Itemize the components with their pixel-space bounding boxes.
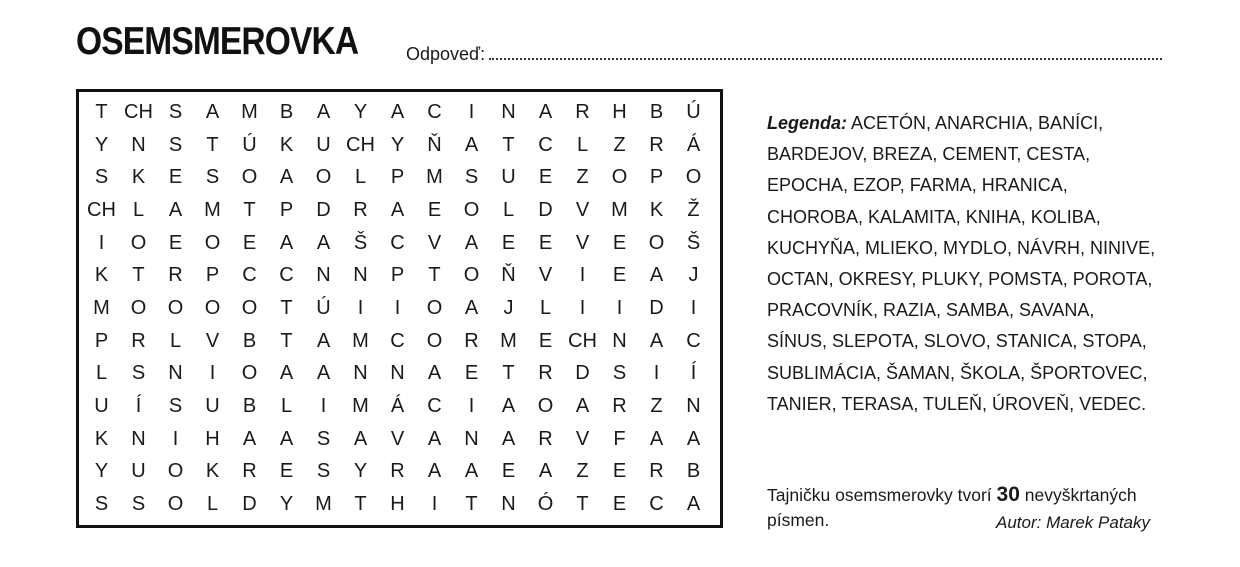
grid-cell[interactable]: Í [135, 395, 142, 418]
grid-cell[interactable]: O [167, 493, 184, 516]
grid-cell[interactable]: O [685, 166, 702, 189]
grid-cell[interactable]: Š [686, 231, 701, 254]
grid-cell[interactable]: M [352, 329, 369, 352]
grid-cell[interactable]: O [537, 395, 554, 418]
grid-cell[interactable]: T [280, 296, 293, 319]
grid-cell[interactable]: A [279, 427, 294, 450]
grid-cell[interactable]: F [613, 427, 626, 450]
legend-line: TANIER, TERASA, TULEŇ, ÚROVEŇ, VEDEC. [767, 393, 1147, 414]
grid-cell[interactable]: A [501, 395, 516, 418]
grid-cell[interactable]: O [167, 296, 184, 319]
grid-cell[interactable]: C [242, 264, 257, 287]
grid-cell[interactable]: L [539, 296, 552, 319]
grid-cell[interactable]: E [612, 231, 627, 254]
grid-cell[interactable]: O [463, 198, 480, 221]
grid-cell[interactable]: Á [390, 395, 405, 418]
secret-text: Tajničku osemsmerovky tvorí [767, 485, 997, 505]
grid-cell[interactable]: E [464, 362, 479, 385]
grid-cell[interactable]: T [243, 198, 256, 221]
grid-cell[interactable]: V [205, 329, 220, 352]
grid-cell[interactable]: M [500, 329, 517, 352]
grid-cell[interactable]: U [316, 133, 331, 156]
grid-cell[interactable]: R [538, 362, 553, 385]
answer-dotted-line [489, 42, 1162, 60]
author-credit: Autor: Marek Pataky [996, 513, 1151, 532]
grid-cell[interactable]: E [168, 231, 183, 254]
grid-cell[interactable]: Y [94, 460, 109, 483]
grid-cell[interactable]: U [205, 395, 220, 418]
grid-cell[interactable]: S [205, 166, 220, 189]
grid-cell[interactable]: Í [690, 362, 697, 385]
grid-cell[interactable]: V [575, 198, 590, 221]
grid-cell[interactable]: T [206, 133, 219, 156]
grid-cell[interactable]: V [538, 264, 553, 287]
grid-cell[interactable]: C [538, 133, 553, 156]
secret-text: nevyškrtaných [1019, 485, 1137, 505]
grid-cell[interactable]: Z [650, 395, 663, 418]
grid-cell[interactable]: O [167, 460, 184, 483]
grid-cell[interactable]: N [316, 264, 331, 287]
grid-cell[interactable]: T [354, 493, 367, 516]
grid-cell[interactable]: M [611, 198, 628, 221]
grid-cell[interactable]: P [390, 264, 405, 287]
grid-cell[interactable]: N [464, 427, 479, 450]
word-search-grid [76, 89, 723, 528]
grid-cell[interactable]: N [131, 133, 146, 156]
grid-cell[interactable]: E [538, 329, 553, 352]
legend-line: EPOCHA, EZOP, FARMA, HRANICA, [767, 175, 1068, 196]
grid-cell[interactable]: E [279, 460, 294, 483]
grid-cell[interactable]: R [575, 100, 590, 123]
grid-cell[interactable]: S [316, 460, 331, 483]
grid-cell[interactable]: S [94, 493, 109, 516]
grid-cell[interactable]: N [353, 362, 368, 385]
grid-cell[interactable]: A [279, 166, 294, 189]
grid-cell[interactable]: R [353, 198, 368, 221]
grid-cell[interactable]: C [390, 329, 405, 352]
grid-cell[interactable]: I [98, 231, 105, 254]
grid-cell[interactable]: CH [87, 198, 116, 221]
grid-cell[interactable]: O [426, 329, 443, 352]
grid-cell[interactable]: T [132, 264, 145, 287]
grid-cell[interactable]: A [168, 198, 183, 221]
grid-cell[interactable]: I [320, 395, 327, 418]
puzzle-title: OSEMSMEROVKA [76, 20, 359, 63]
grid-cell[interactable]: E [612, 264, 627, 287]
grid-cell[interactable]: M [315, 493, 332, 516]
grid-cell[interactable]: V [390, 427, 405, 450]
grid-cell[interactable]: A [649, 427, 664, 450]
grid-cell[interactable]: C [279, 264, 294, 287]
grid-cell[interactable]: N [501, 493, 516, 516]
grid-cell[interactable]: I [579, 296, 586, 319]
grid-cell[interactable]: Z [613, 133, 626, 156]
grid-cell[interactable]: R [168, 264, 183, 287]
grid-cell[interactable]: L [502, 198, 515, 221]
grid-cell[interactable]: I [357, 296, 364, 319]
grid-cell[interactable]: Z [576, 166, 589, 189]
grid-cell[interactable]: Ň [427, 133, 442, 156]
grid-cell[interactable]: N [131, 427, 146, 450]
grid-cell[interactable]: E [168, 166, 183, 189]
grid-cell[interactable]: S [612, 362, 627, 385]
grid-cell[interactable]: CH [568, 329, 597, 352]
grid-cell[interactable]: Ó [537, 493, 554, 516]
grid-cell[interactable]: U [94, 395, 109, 418]
grid-cell[interactable]: I [209, 362, 216, 385]
grid-cell[interactable]: R [131, 329, 146, 352]
grid-cell[interactable]: P [390, 166, 405, 189]
grid-cell[interactable]: S [168, 395, 183, 418]
grid-cell[interactable]: B [242, 329, 257, 352]
grid-cell[interactable]: T [95, 100, 108, 123]
grid-cell[interactable]: O [426, 296, 443, 319]
grid-cell[interactable]: D [575, 362, 590, 385]
grid-cell[interactable]: S [168, 133, 183, 156]
grid-cell[interactable]: A [390, 198, 405, 221]
grid-cell[interactable]: A [427, 460, 442, 483]
grid-cell[interactable]: A [686, 493, 701, 516]
legend-line: SÍNUS, SLEPOTA, SLOVO, STANICA, STOPA, [767, 331, 1147, 352]
grid-cell[interactable]: R [649, 460, 664, 483]
grid-cell[interactable]: O [241, 296, 258, 319]
grid-cell[interactable]: I [579, 264, 586, 287]
grid-cell[interactable]: V [575, 427, 590, 450]
grid-cell[interactable]: U [501, 166, 516, 189]
grid-cell[interactable]: Ú [686, 100, 701, 123]
grid-cell[interactable]: I [394, 296, 401, 319]
grid-cell[interactable]: S [168, 100, 183, 123]
grid-cell[interactable]: O [204, 231, 221, 254]
grid-cell[interactable]: A [390, 100, 405, 123]
grid-cell[interactable]: O [315, 166, 332, 189]
grid-cell[interactable]: N [612, 329, 627, 352]
grid-cell[interactable]: A [316, 231, 331, 254]
grid-cell[interactable]: A [464, 460, 479, 483]
grid-cell[interactable]: A [464, 231, 479, 254]
grid-cell[interactable]: A [427, 362, 442, 385]
grid-cell[interactable]: Ž [687, 198, 700, 221]
grid-cell[interactable]: Š [353, 231, 368, 254]
grid-cell[interactable]: Á [686, 133, 701, 156]
grid-cell[interactable]: A [686, 427, 701, 450]
grid-cell[interactable]: P [94, 329, 109, 352]
grid-cell[interactable]: R [538, 427, 553, 450]
grid-cell[interactable]: C [390, 231, 405, 254]
grid-cell[interactable]: D [649, 296, 664, 319]
grid-cell[interactable]: O [648, 231, 665, 254]
grid-cell[interactable]: L [95, 362, 108, 385]
grid-cell[interactable]: Y [279, 493, 294, 516]
legend-line: CHOROBA, KALAMITA, KNIHA, KOLIBA, [767, 206, 1101, 227]
legend-line: PRACOVNÍK, RAZIA, SAMBA, SAVANA, [767, 300, 1095, 321]
grid-cell[interactable]: T [280, 329, 293, 352]
grid-cell[interactable]: A [501, 427, 516, 450]
grid-cell[interactable]: H [612, 100, 627, 123]
grid-cell[interactable]: E [538, 166, 553, 189]
grid-cell[interactable]: L [206, 493, 219, 516]
grid-cell[interactable]: K [205, 460, 220, 483]
grid-cell[interactable]: D [242, 493, 257, 516]
grid-cell[interactable]: A [316, 362, 331, 385]
grid-cell[interactable]: N [168, 362, 183, 385]
grid-cell[interactable]: N [686, 395, 701, 418]
grid-cell[interactable]: Y [353, 460, 368, 483]
grid-cell[interactable]: E [501, 231, 516, 254]
grid-cell[interactable]: M [352, 395, 369, 418]
grid-cell[interactable]: A [575, 395, 590, 418]
grid-cell[interactable]: D [538, 198, 553, 221]
grid-cell[interactable]: K [279, 133, 294, 156]
grid-cell[interactable]: T [465, 493, 478, 516]
grid-cell[interactable]: M [241, 100, 258, 123]
grid-cell[interactable]: A [279, 362, 294, 385]
grid-cell[interactable]: I [690, 296, 697, 319]
legend-label: Legenda: [767, 113, 848, 133]
grid-cell[interactable]: N [390, 362, 405, 385]
answer-label: Odpoveď: [406, 44, 486, 64]
answer-field [406, 42, 1162, 65]
grid-cell[interactable]: B [686, 460, 701, 483]
grid-cell[interactable]: I [468, 395, 475, 418]
grid-cell[interactable]: O [611, 166, 628, 189]
grid-cell[interactable]: L [576, 133, 589, 156]
grid-cell[interactable]: L [169, 329, 182, 352]
grid-cell[interactable]: Y [390, 133, 405, 156]
grid-cell[interactable]: Z [576, 460, 589, 483]
grid-cell[interactable]: A [538, 460, 553, 483]
grid-cell[interactable]: S [131, 493, 146, 516]
grid-cell[interactable]: A [464, 296, 479, 319]
grid-cell[interactable]: N [501, 100, 516, 123]
grid-cell[interactable]: B [649, 100, 664, 123]
grid-cell[interactable]: K [94, 264, 109, 287]
grid-cell[interactable]: P [279, 198, 294, 221]
secret-text: písmen. [767, 510, 830, 530]
grid-cell[interactable]: C [427, 100, 442, 123]
grid-cell[interactable]: L [280, 395, 293, 418]
grid-cell[interactable]: K [649, 198, 664, 221]
grid-cell[interactable]: A [316, 100, 331, 123]
legend-line: BARDEJOV, BREZA, CEMENT, CESTA, [767, 144, 1091, 165]
grid-cell[interactable]: E [612, 460, 627, 483]
grid-cell[interactable]: T [502, 362, 515, 385]
grid-cell[interactable]: E [501, 460, 516, 483]
grid-cell[interactable]: CH [346, 133, 375, 156]
grid-cell[interactable]: I [172, 427, 179, 450]
grid-cell[interactable]: R [612, 395, 627, 418]
legend-line: SUBLIMÁCIA, ŠAMAN, ŠKOLA, ŠPORTOVEC, [767, 362, 1148, 383]
grid-cell[interactable]: L [132, 198, 145, 221]
grid-cell[interactable]: B [242, 395, 257, 418]
grid-cell[interactable]: S [464, 166, 479, 189]
grid-cell[interactable]: C [649, 493, 664, 516]
grid-cell[interactable]: P [649, 166, 664, 189]
grid-cell[interactable]: O [204, 296, 221, 319]
grid-cell[interactable]: O [130, 296, 147, 319]
grid-cell[interactable]: L [354, 166, 367, 189]
grid-cell[interactable]: T [576, 493, 589, 516]
grid-cell[interactable]: R [242, 460, 257, 483]
grid-cell[interactable]: C [686, 329, 701, 352]
legend [767, 108, 1172, 420]
grid-cell[interactable]: S [131, 362, 146, 385]
grid-cell[interactable]: O [130, 231, 147, 254]
grid-cell[interactable]: O [241, 362, 258, 385]
grid-cell[interactable]: O [241, 166, 258, 189]
grid-cell[interactable]: P [205, 264, 220, 287]
grid-cell[interactable]: B [279, 100, 294, 123]
legend-line: OCTAN, OKRESY, PLUKY, POMSTA, POROTA, [767, 269, 1153, 290]
grid-cell[interactable]: A [316, 329, 331, 352]
secret-count: 30 [996, 483, 1020, 506]
grid-cell[interactable]: E [538, 231, 553, 254]
grid-cell[interactable]: CH [124, 100, 153, 123]
grid-cell[interactable]: S [316, 427, 331, 450]
grid-cell[interactable]: E [242, 231, 257, 254]
grid-cell[interactable]: J [688, 264, 699, 287]
grid-cell[interactable]: I [653, 362, 660, 385]
grid-cell[interactable]: J [503, 296, 514, 319]
grid-cell[interactable]: M [426, 166, 443, 189]
grid-cell[interactable]: A [538, 100, 553, 123]
grid-cell[interactable]: Ú [242, 133, 257, 156]
grid-cell[interactable]: R [464, 329, 479, 352]
grid-cell[interactable]: T [502, 133, 515, 156]
grid-cell[interactable]: O [463, 264, 480, 287]
grid-cell[interactable]: C [427, 395, 442, 418]
grid-cell[interactable]: A [464, 133, 479, 156]
grid-cell[interactable]: H [390, 493, 405, 516]
grid-cell[interactable]: A [242, 427, 257, 450]
grid-cell[interactable]: M [204, 198, 221, 221]
grid-cell[interactable]: Ú [316, 296, 331, 319]
grid-cell[interactable]: Y [94, 133, 109, 156]
legend-line: KUCHYŇA, MLIEKO, MYDLO, NÁVRH, NINIVE, [767, 237, 1156, 258]
grid-cell[interactable]: I [468, 100, 475, 123]
grid-cell[interactable]: A [353, 427, 368, 450]
grid-cell[interactable]: R [649, 133, 664, 156]
grid-cell[interactable]: A [427, 427, 442, 450]
grid-cell[interactable]: H [205, 427, 220, 450]
grid-cell[interactable]: K [131, 166, 146, 189]
grid-cell[interactable]: S [94, 166, 109, 189]
grid-cell[interactable]: I [431, 493, 438, 516]
grid-cell[interactable]: A [649, 264, 664, 287]
grid-cell[interactable]: Ň [501, 264, 516, 287]
grid-cell[interactable]: R [390, 460, 405, 483]
grid-cell[interactable]: U [131, 460, 146, 483]
grid-cell[interactable]: K [94, 427, 109, 450]
grid-cell[interactable]: D [316, 198, 331, 221]
grid-cell[interactable]: V [575, 231, 590, 254]
grid-cell[interactable]: V [427, 231, 442, 254]
legend-line: ACETÓN, ANARCHIA, BANÍCI, [847, 113, 1104, 133]
grid-cell[interactable]: T [428, 264, 441, 287]
grid-cell[interactable]: A [649, 329, 664, 352]
grid-cell[interactable]: A [279, 231, 294, 254]
grid-cell[interactable]: N [353, 264, 368, 287]
grid-cell[interactable]: E [427, 198, 442, 221]
grid-cell[interactable]: M [93, 296, 110, 319]
grid-cell[interactable]: A [205, 100, 220, 123]
grid-cell[interactable]: I [616, 296, 623, 319]
grid-cell[interactable]: Y [353, 100, 368, 123]
grid-cell[interactable]: E [612, 493, 627, 516]
